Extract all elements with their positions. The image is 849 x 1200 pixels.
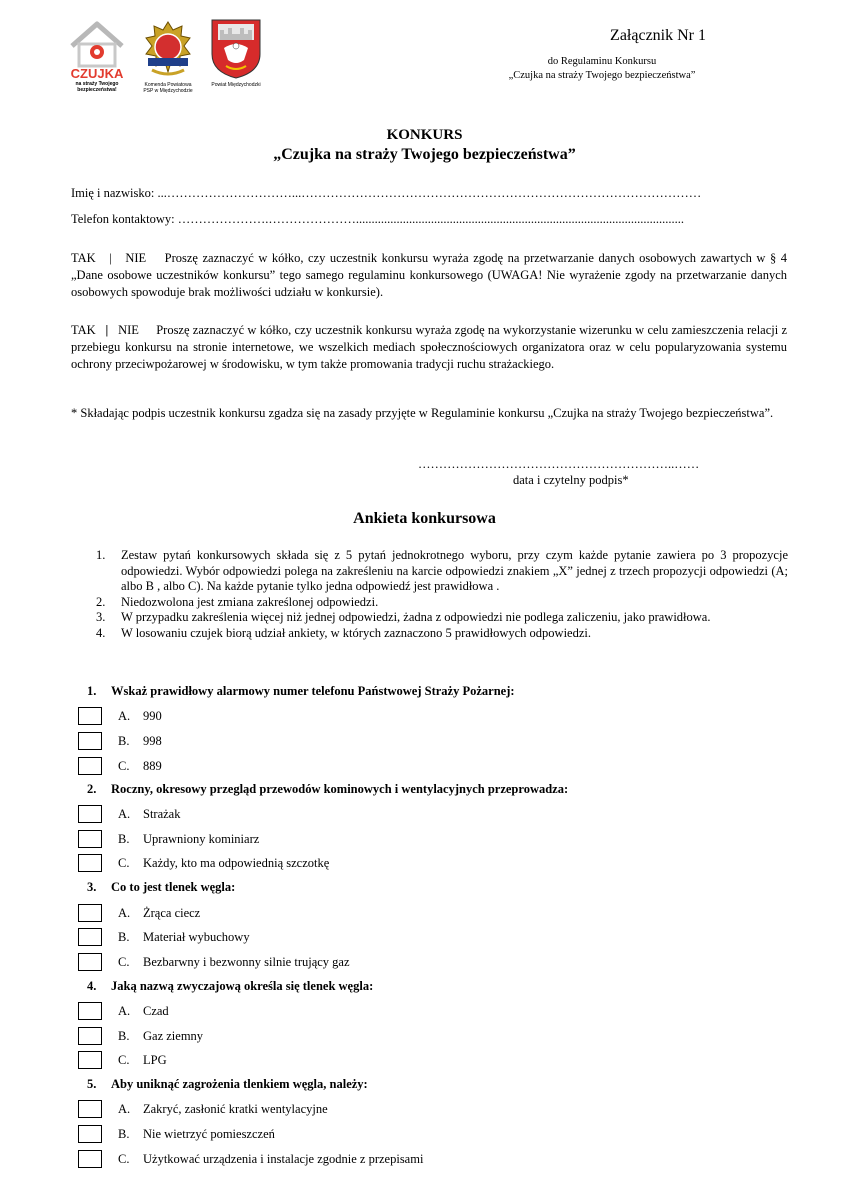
- answer-option[interactable]: [78, 803, 180, 825]
- consent-separator: |: [105, 323, 109, 337]
- question-number: 4.: [87, 979, 97, 993]
- option-text: Czad: [143, 1003, 169, 1018]
- answer-checkbox[interactable]: [78, 1002, 102, 1020]
- rule-text: W losowaniu czujek biorą udział ankiety, w których zaznaczono 5 prawidłowych odpowiedzi.: [121, 625, 591, 640]
- answer-option[interactable]: [78, 1148, 423, 1170]
- answer-option[interactable]: [78, 1000, 169, 1022]
- option-letter: B.: [118, 929, 130, 944]
- answer-option[interactable]: [78, 1123, 275, 1145]
- rule-text: W przypadku zakreślenia więcej niż jednej odpowiedzi, żadna z odpowiedzi nie podlega zaliczeniu, jako prawidłowa.: [121, 610, 711, 624]
- name-field[interactable]: Imię i nazwisko: ...…………………………...……………………………………………………………………………………: [71, 186, 702, 200]
- option-letter: B.: [118, 1028, 130, 1043]
- option-letter: A.: [118, 806, 131, 821]
- answer-checkbox[interactable]: [78, 904, 102, 922]
- option-text: 998: [143, 733, 162, 748]
- attachment-line-2: „Czujka na straży Twojego bezpieczeństwa”: [508, 70, 696, 81]
- answer-checkbox[interactable]: [78, 854, 102, 872]
- option-text: Materiał wybuchowy: [143, 929, 250, 944]
- option-letter: C.: [118, 1151, 130, 1166]
- powiat-caption: Powiat Międzychodzki: [211, 82, 261, 88]
- answer-option[interactable]: [78, 852, 329, 874]
- czujka-logo: [66, 18, 128, 96]
- question-number: 3.: [87, 880, 97, 894]
- consent-no-option[interactable]: NIE: [125, 251, 147, 265]
- answer-checkbox[interactable]: [78, 805, 102, 823]
- option-letter: C.: [118, 855, 130, 870]
- question-4: [87, 979, 373, 994]
- consent-no-option[interactable]: NIE: [118, 323, 139, 337]
- option-text: Żrąca ciecz: [143, 905, 201, 920]
- rule-item: [96, 548, 788, 595]
- answer-checkbox[interactable]: [78, 732, 102, 750]
- signature-label: data i czytelny podpis*: [513, 473, 629, 487]
- question-2: [87, 782, 568, 797]
- rule-item: [96, 626, 788, 642]
- answer-checkbox[interactable]: [78, 1100, 102, 1118]
- survey-rules: [96, 548, 788, 641]
- answer-option[interactable]: [78, 730, 162, 752]
- option-letter: A.: [118, 1003, 131, 1018]
- option-letter: B.: [118, 831, 130, 846]
- question-1: [87, 684, 515, 699]
- answer-option[interactable]: [78, 1049, 167, 1071]
- answer-option[interactable]: [78, 705, 162, 727]
- answer-checkbox[interactable]: [78, 1051, 102, 1069]
- question-3: [87, 880, 235, 895]
- answer-checkbox[interactable]: [78, 707, 102, 725]
- option-text: LPG: [143, 1052, 167, 1067]
- attachment-title: Załącznik Nr 1: [610, 27, 706, 44]
- option-text: Zakryć, zasłonić kratki wentylacyjne: [143, 1101, 328, 1116]
- option-text: Gaz ziemny: [143, 1028, 204, 1043]
- rule-text: Zestaw pytań konkursowych składa się z 5 pytań jednokrotnego wyboru, przy czym każde pytanie zawiera po 3 propozycje odpowiedzi. Wybór odpowiedzi polega na zakreśleniu na karcie odpowiedzi znakiem „X” jednej z trzech propozycji odpowiedzi (A; albo B , albo C). Na każde pytanie tylko jedna odpowiedź jest prawidłowa .: [121, 548, 788, 593]
- option-text: Użytkować urządzenia i instalacje zgodnie z przepisami: [143, 1151, 424, 1166]
- answer-option[interactable]: [78, 1025, 203, 1047]
- answer-checkbox[interactable]: [78, 757, 102, 775]
- rule-number: 2.: [96, 594, 106, 609]
- consent-yes-option[interactable]: TAK: [71, 323, 96, 337]
- rule-number: 3.: [96, 610, 106, 624]
- answer-checkbox[interactable]: [78, 953, 102, 971]
- option-text: 889: [143, 758, 162, 773]
- answer-option[interactable]: [78, 926, 250, 948]
- option-letter: C.: [118, 1052, 130, 1067]
- option-letter: B.: [118, 1126, 130, 1141]
- house-smoke-detector-icon: [66, 18, 128, 68]
- phone-field[interactable]: Telefon kontaktowy: ………………….………………….........................................................................................................: [71, 212, 684, 226]
- question-text: Aby uniknąć zagrożenia tlenkiem węgla, należy:: [111, 1077, 368, 1091]
- answer-option[interactable]: [78, 755, 162, 777]
- powiat-coat-of-arms: [206, 18, 266, 96]
- consent-text: Proszę zaznaczyć w kółko, czy uczestnik konkursu wyraża zgodę na wykorzystanie wizerunku w celu zamieszczenia relacji z przebiegu konkursu na stronie internetowe, we wszelkich mediach społecznościowych organizatora oraz w celu popularyzowania systemu ochrony przeciwpożarowej w środowisku, w tym także promowania tradycji ruchu strażackiego.: [71, 323, 788, 371]
- option-text: Każdy, kto ma odpowiednią szczotkę: [143, 855, 330, 870]
- psp-logo: [142, 20, 194, 96]
- question-text: Wskaż prawidłowy alarmowy numer telefonu Państwowej Straży Pożarnej:: [111, 684, 515, 698]
- consent-image-use: [71, 322, 787, 373]
- option-text: Bezbarwny i bezwonny silnie trujący gaz: [143, 954, 350, 969]
- option-letter: A.: [118, 1101, 131, 1116]
- option-letter: B.: [118, 733, 130, 748]
- answer-option[interactable]: [78, 902, 200, 924]
- option-text: Nie wietrzyć pomieszczeń: [143, 1126, 275, 1141]
- option-text: Strażak: [143, 806, 181, 821]
- option-letter: C.: [118, 954, 130, 969]
- answer-checkbox[interactable]: [78, 1150, 102, 1168]
- psp-logo-caption: Komenda Powiatowa PSP w Międzychodzie: [143, 82, 193, 94]
- survey-title: Ankieta konkursowa: [353, 510, 496, 527]
- signature-line[interactable]: ……………………………………………………..……: [418, 457, 700, 471]
- question-5: [87, 1077, 368, 1092]
- document-subtitle: „Czujka na straży Twojego bezpieczeństwa”: [273, 146, 576, 163]
- rule-text: Niedozwolona jest zmiana zakreślonej odpowiedzi.: [121, 594, 379, 609]
- answer-checkbox[interactable]: [78, 1027, 102, 1045]
- consent-text: Proszę zaznaczyć w kółko, czy uczestnik konkursu wyraża zgodę na przetwarzanie danych osobowych zawartych w § 4 „Dane osobowe uczestników konkursu” tego samego regulaminu konkursowego (UWAGA! Nie wyrażenie zgody na przetwarzanie danych osobowych spowoduje brak możliwości udziału w konkursie).: [71, 251, 787, 299]
- question-text: Roczny, okresowy przegląd przewodów kominowych i wentylacyjnych przeprowadza:: [111, 782, 569, 796]
- answer-option[interactable]: [78, 951, 350, 973]
- answer-checkbox[interactable]: [78, 1125, 102, 1143]
- answer-checkbox[interactable]: [78, 830, 102, 848]
- question-number: 2.: [87, 782, 97, 796]
- question-number: 1.: [87, 684, 97, 698]
- answer-option[interactable]: [78, 828, 259, 850]
- consent-yes-option[interactable]: TAK: [71, 251, 96, 265]
- rule-number: 1.: [96, 548, 106, 562]
- czujka-logo-text: CZUJKA: [70, 66, 124, 81]
- option-text: 990: [143, 708, 162, 723]
- fire-brigade-emblem-icon: [142, 20, 194, 80]
- rule-item: [96, 595, 788, 611]
- attachment-line-1: do Regulaminu Konkursu: [547, 56, 657, 67]
- option-letter: A.: [118, 708, 131, 723]
- document-heading: KONKURS: [386, 127, 463, 143]
- consent-separator: |: [109, 251, 112, 265]
- answer-option[interactable]: [78, 1098, 328, 1120]
- answer-checkbox[interactable]: [78, 928, 102, 946]
- logo-strip: [66, 18, 276, 96]
- rule-item: [96, 610, 788, 626]
- option-letter: C.: [118, 758, 130, 773]
- footnote: * Składając podpis uczestnik konkursu zgadza się na zasady przyjęte w Regulaminie konkursu „Czujka na straży Twojego bezpieczeństwa”.: [71, 406, 774, 420]
- czujka-logo-subtext: na straży Twojego bezpieczeństwa!: [75, 81, 119, 93]
- question-text: Jaką nazwą zwyczajową określa się tlenek węgla:: [111, 979, 374, 993]
- question-text: Co to jest tlenek węgla:: [111, 880, 236, 894]
- rule-number: 4.: [96, 625, 106, 640]
- question-number: 5.: [87, 1077, 97, 1091]
- attachment-subtitle: [482, 55, 722, 83]
- option-letter: A.: [118, 905, 131, 920]
- coat-of-arms-icon: [206, 18, 266, 80]
- option-text: Uprawniony kominiarz: [143, 831, 260, 846]
- consent-data-processing: [71, 250, 787, 301]
